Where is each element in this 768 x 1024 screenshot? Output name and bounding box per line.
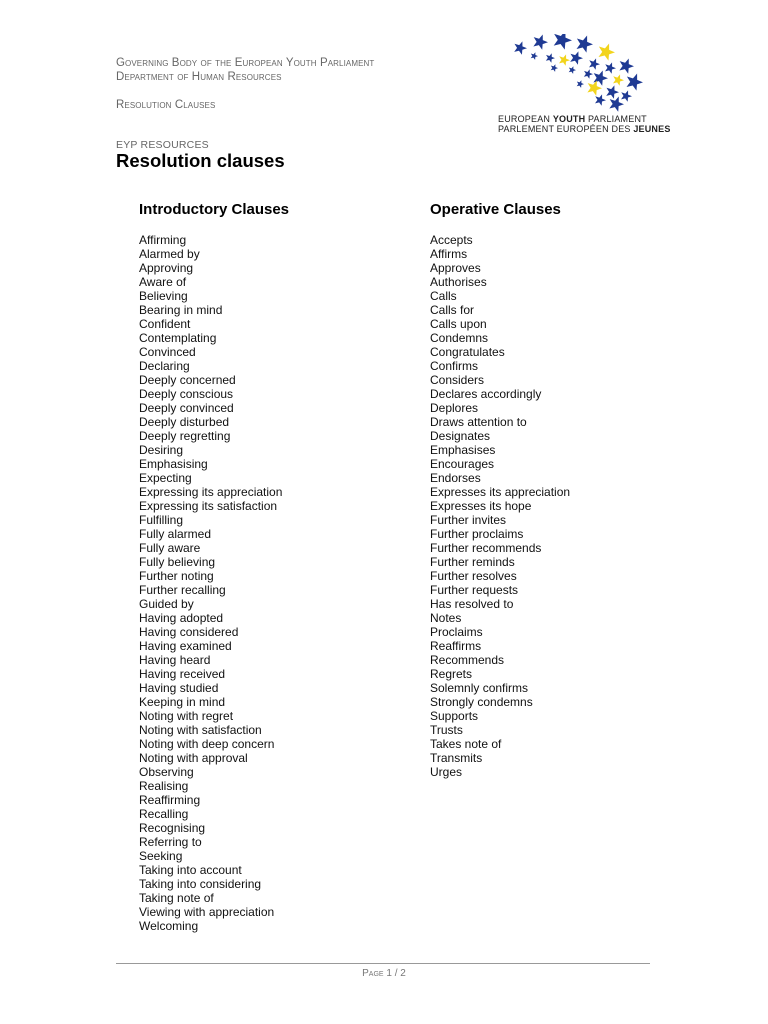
clause-item: Expressing its satisfaction <box>139 499 278 513</box>
document-header <box>116 56 374 112</box>
clause-item: Declares accordingly <box>430 387 542 401</box>
clause-item: Approving <box>139 261 194 275</box>
logo-star-icon <box>570 51 583 64</box>
clause-item: Proclaims <box>430 625 483 639</box>
clause-item: Having received <box>139 667 226 681</box>
logo-text-french: PARLEMENT EUROPÉEN DES JEUNES <box>498 124 671 134</box>
page-number: Page 1 / 2 <box>362 968 406 979</box>
clause-item: Notes <box>430 611 462 625</box>
clause-item: Calls for <box>430 303 475 317</box>
clause-item: Emphasises <box>430 443 496 457</box>
clause-item: Calls <box>430 289 457 303</box>
logo-star-icon <box>569 66 576 74</box>
clause-item: Having adopted <box>139 611 224 625</box>
footer-divider <box>116 963 650 964</box>
logo-star-icon <box>554 34 572 50</box>
clause-item: Taking note of <box>139 891 214 905</box>
clause-item: Transmits <box>430 751 483 765</box>
logo-star-icon <box>619 58 634 73</box>
clause-item: Congratulates <box>430 345 505 359</box>
clause-item: Desiring <box>139 443 184 457</box>
clause-item: Supports <box>430 709 479 723</box>
clause-item: Emphasising <box>139 457 208 471</box>
logo-star-icon <box>621 90 632 101</box>
clause-item: Condemns <box>430 331 489 345</box>
clause-item: Having examined <box>139 639 232 653</box>
clause-item: Deeply concerned <box>139 373 236 387</box>
clause-item: Takes note of <box>430 737 502 751</box>
clause-item: Endorses <box>430 471 481 485</box>
clause-item: Accepts <box>430 233 473 247</box>
clause-item: Deplores <box>430 401 479 415</box>
clause-item: Viewing with appreciation <box>139 905 275 919</box>
clause-item: Encourages <box>430 457 495 471</box>
clause-item: Contemplating <box>139 331 217 345</box>
header-department: Department of Human Resources <box>116 71 282 83</box>
clause-item: Authorises <box>430 275 487 289</box>
logo-star-icon <box>559 54 570 65</box>
logo-star-icon <box>587 80 602 95</box>
header-organisation: Governing Body of the European Youth Parliament <box>116 57 375 69</box>
operative-list <box>430 233 570 779</box>
section-label: EYP RESOURCES <box>116 139 209 151</box>
logo-star-icon <box>589 58 600 69</box>
clause-item: Deeply disturbed <box>139 415 230 429</box>
clause-item: Noting with deep concern <box>139 737 275 751</box>
clause-item: Further proclaims <box>430 527 524 541</box>
clause-item: Having studied <box>139 681 219 695</box>
logo-star-icon <box>599 44 615 61</box>
clause-item: Having heard <box>139 653 211 667</box>
clause-item: Taking into account <box>139 863 242 877</box>
clause-item: Confident <box>139 317 191 331</box>
logo-star-icon <box>627 74 643 91</box>
clause-item: Further reminds <box>430 555 515 569</box>
logo-star-icon <box>613 74 624 85</box>
clause-item: Draws attention to <box>430 415 527 429</box>
clause-item: Further invites <box>430 513 507 527</box>
logo-star-icon <box>551 64 558 72</box>
operative-heading: Operative Clauses <box>430 201 561 218</box>
clause-item: Noting with approval <box>139 751 248 765</box>
clause-item: Observing <box>139 765 194 779</box>
clause-item: Affirms <box>430 247 468 261</box>
clause-item: Noting with regret <box>139 709 234 723</box>
clause-item: Approves <box>430 261 481 275</box>
clause-item: Welcoming <box>139 919 199 933</box>
logo-star-icon <box>514 41 527 54</box>
clause-item: Further resolves <box>430 569 517 583</box>
clause-item: Expecting <box>139 471 192 485</box>
logo-star-icon <box>606 85 619 98</box>
clause-item: Strongly condemns <box>430 695 533 709</box>
page-title: Resolution clauses <box>116 150 285 171</box>
clause-item: Referring to <box>139 835 202 849</box>
clause-item: Realising <box>139 779 189 793</box>
clause-item: Having considered <box>139 625 239 639</box>
clause-item: Deeply conscious <box>139 387 234 401</box>
logo-star-icon <box>533 34 548 49</box>
clause-item: Urges <box>430 765 463 779</box>
clause-item: Considers <box>430 373 485 387</box>
operative-clauses-column <box>430 200 570 779</box>
clause-item: Recognising <box>139 821 206 835</box>
clause-item: Has resolved to <box>430 597 514 611</box>
introductory-clauses-column <box>139 200 289 933</box>
clause-item: Further requests <box>430 583 519 597</box>
header-subject: Resolution Clauses <box>116 99 216 111</box>
logo-star-icon <box>595 94 606 105</box>
clause-item: Fully alarmed <box>139 527 212 541</box>
logo-star-icon <box>577 80 584 88</box>
clause-item: Reaffirms <box>430 639 482 653</box>
clause-item: Bearing in mind <box>139 303 223 317</box>
logo-star-icon <box>531 52 538 60</box>
clause-item: Further recommends <box>430 541 542 555</box>
clause-item: Fully aware <box>139 541 201 555</box>
clause-item: Keeping in mind <box>139 695 226 709</box>
clause-item: Reaffirming <box>139 793 201 807</box>
clause-item: Believing <box>139 289 188 303</box>
clause-item: Expresses its hope <box>430 499 532 513</box>
clause-item: Recommends <box>430 653 505 667</box>
clause-item: Convinced <box>139 345 196 359</box>
clause-item: Guided by <box>139 597 194 611</box>
clause-item: Alarmed by <box>139 247 200 261</box>
clause-item: Solemnly confirms <box>430 681 529 695</box>
clause-item: Taking into considering <box>139 877 262 891</box>
stars-logo-icon <box>514 34 654 112</box>
clause-item: Seeking <box>139 849 183 863</box>
logo-star-icon <box>584 69 593 79</box>
clause-item: Expresses its appreciation <box>430 485 571 499</box>
clause-item: Calls upon <box>430 317 487 331</box>
clause-item: Deeply convinced <box>139 401 234 415</box>
clause-item: Further noting <box>139 569 214 583</box>
clause-item: Affirming <box>139 233 187 247</box>
introductory-heading: Introductory Clauses <box>139 201 290 218</box>
clause-item: Aware of <box>139 275 187 289</box>
clause-item: Noting with satisfaction <box>139 723 262 737</box>
clause-item: Fully believing <box>139 555 216 569</box>
clause-item: Recalling <box>139 807 189 821</box>
clause-item: Deeply regretting <box>139 429 231 443</box>
clause-item: Trusts <box>430 723 463 737</box>
clause-item: Fulfilling <box>139 513 184 527</box>
clause-item: Further recalling <box>139 583 226 597</box>
clause-item: Designates <box>430 429 491 443</box>
logo-star-icon <box>577 36 593 53</box>
clause-item: Declaring <box>139 359 190 373</box>
logo-star-icon <box>605 62 616 73</box>
clause-item: Confirms <box>430 359 479 373</box>
clause-item: Expressing its appreciation <box>139 485 283 499</box>
clause-item: Regrets <box>430 667 473 681</box>
introductory-list <box>139 233 289 933</box>
logo-star-icon <box>546 53 555 63</box>
eyp-logo <box>496 34 671 138</box>
logo-text-english: EUROPEAN YOUTH PARLIAMENT <box>498 114 647 124</box>
